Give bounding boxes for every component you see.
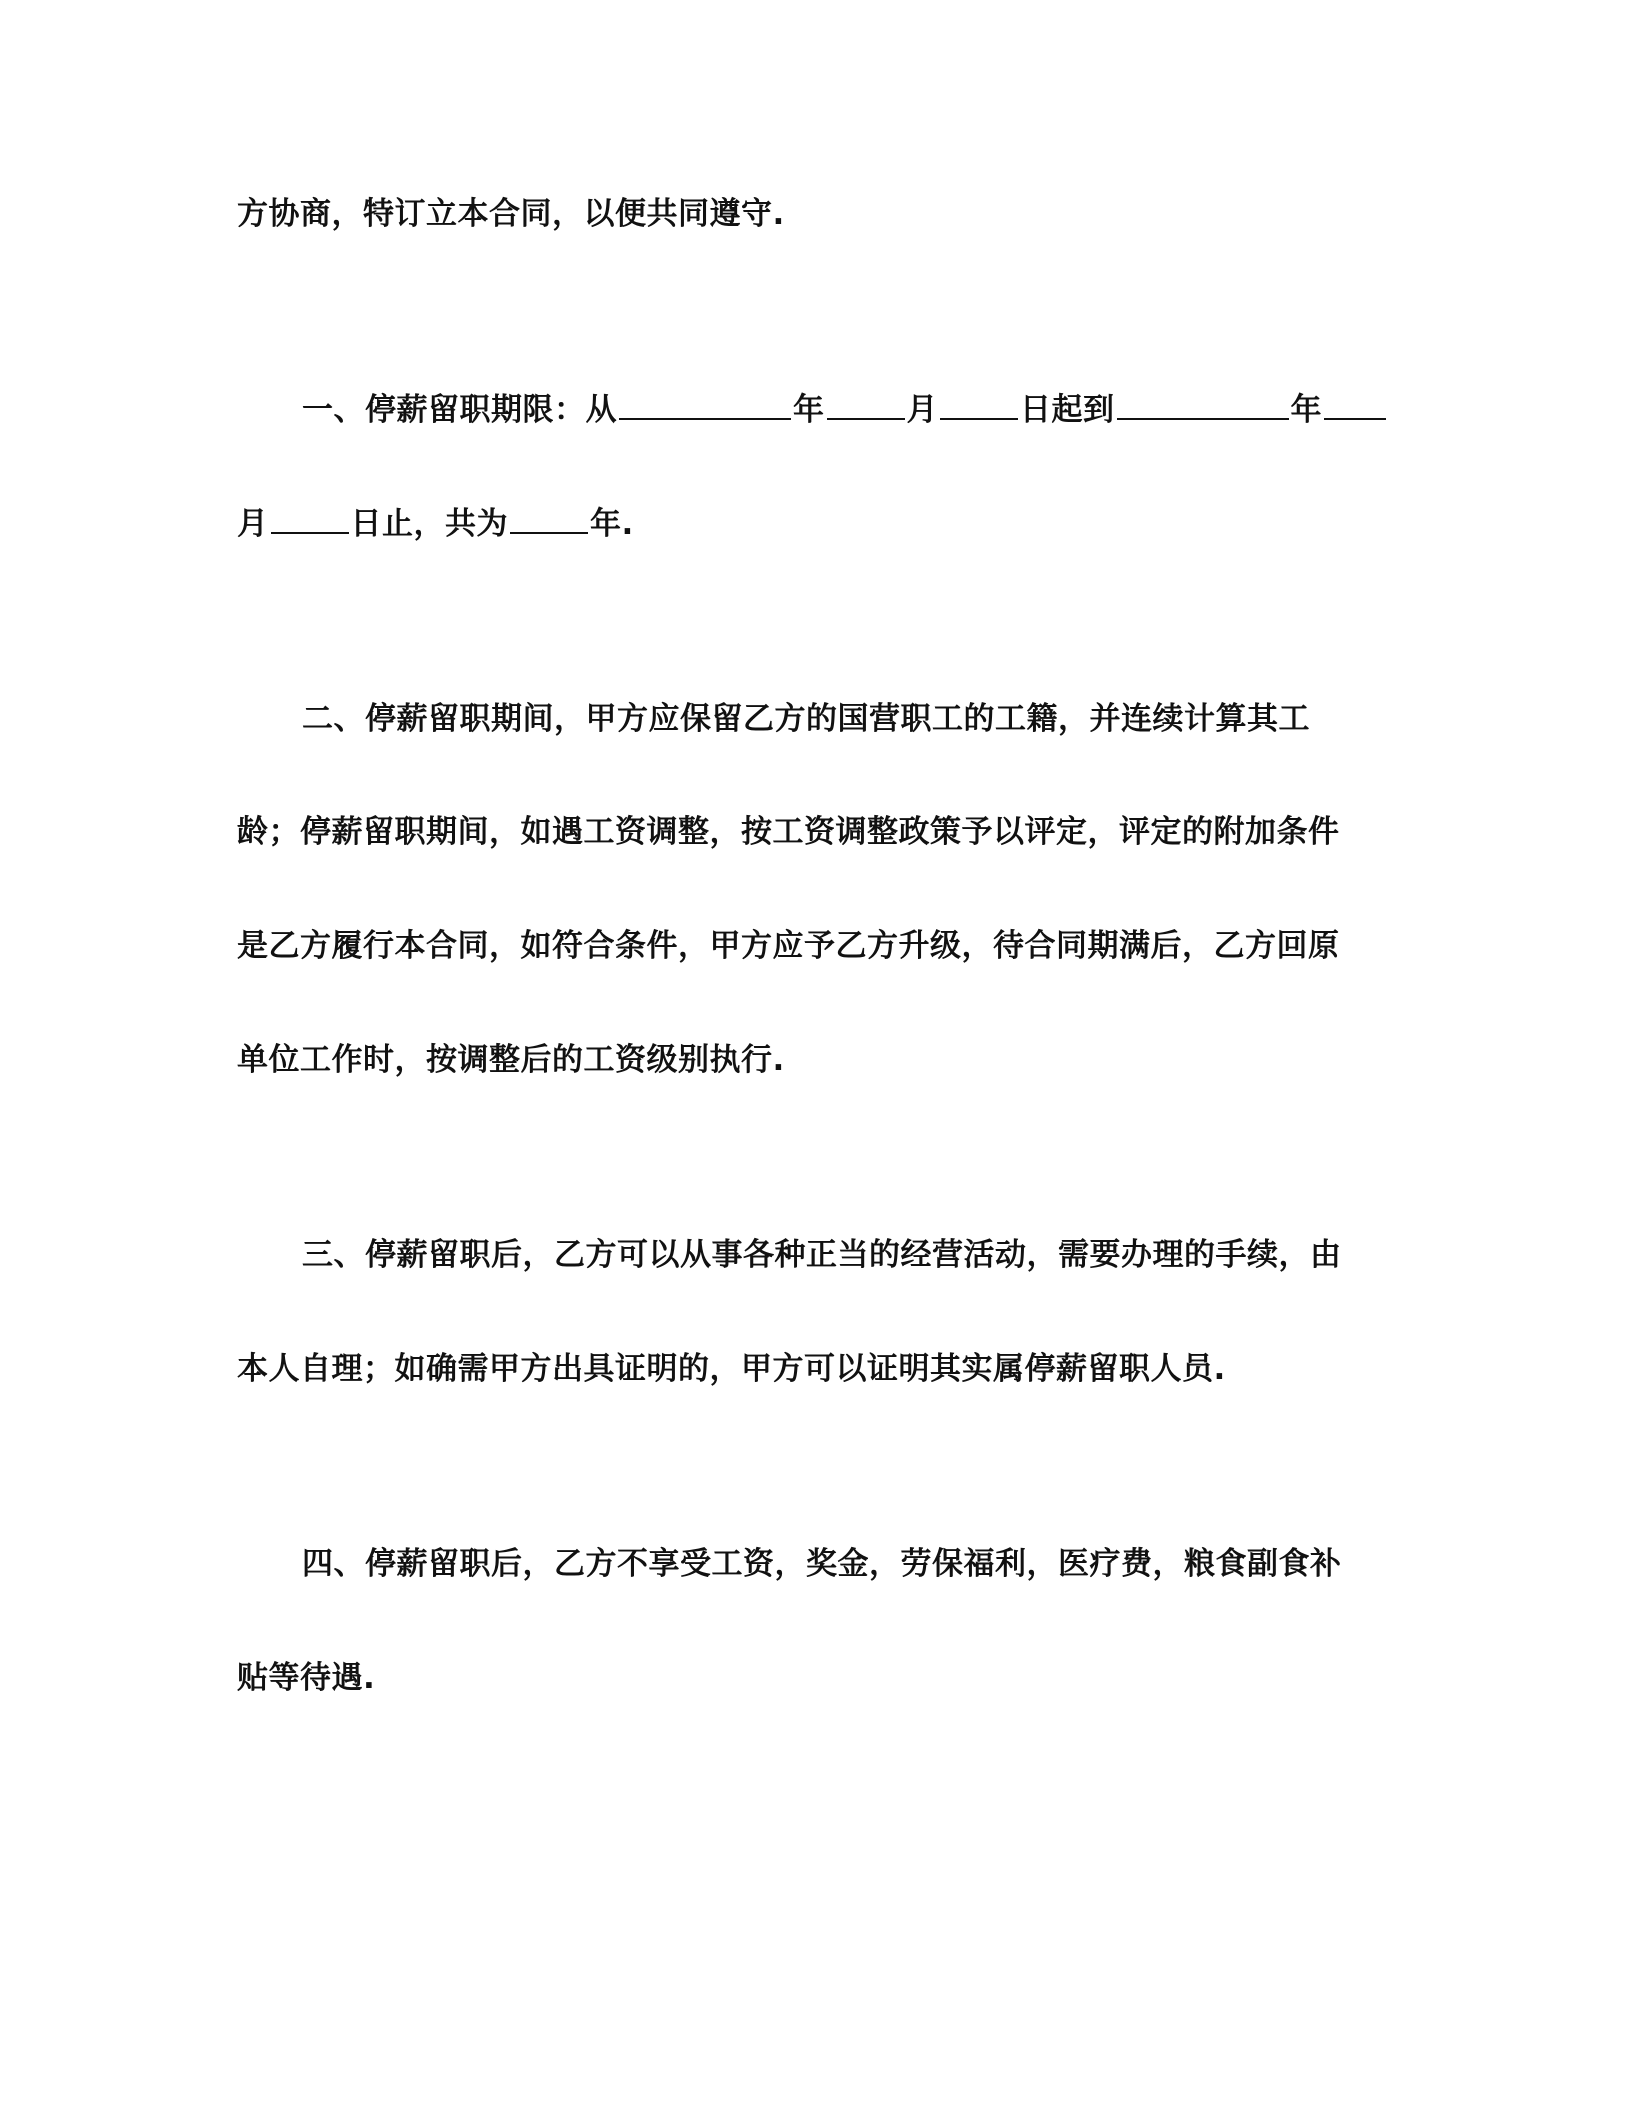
clause-3-line-2: 本人自理；如确需甲方出具证明的，甲方可以证明其实属停薪留职人员.: [237, 1351, 1226, 1387]
clause-4-line-2: 贴等待遇.: [237, 1660, 376, 1696]
clause-1-prefix: 一、停薪留职期限：从: [302, 392, 617, 428]
start-year-blank: [619, 388, 791, 420]
end-year-blank: [1117, 388, 1289, 420]
clause-1-line-2: [237, 502, 1387, 546]
clause-2-line-4: 单位工作时，按调整后的工资级别执行.: [237, 1042, 785, 1078]
clause-1-line-1: [302, 388, 1452, 432]
total-years-label: 年.: [590, 506, 634, 542]
clause-4-line-1: 四、停薪留职后，乙方不享受工资，奖金，劳保福利，医疗费，粮食副食补: [302, 1546, 1342, 1582]
end-month-blank-part: [1324, 388, 1386, 420]
intro-tail-line: 方协商，特订立本合同，以便共同遵守.: [237, 196, 785, 232]
start-month-label: 月: [906, 392, 938, 428]
clause-2-line-2: 龄；停薪留职期间，如遇工资调整，按工资调整政策予以评定，评定的附加条件: [237, 814, 1340, 850]
end-day-blank: [271, 502, 349, 534]
end-year-label: 年: [1290, 392, 1322, 428]
clause-3-line-1: 三、停薪留职后，乙方可以从事各种正当的经营活动，需要办理的手续，由: [302, 1237, 1342, 1273]
clause-2-line-1: 二、停薪留职期间，甲方应保留乙方的国营职工的工籍，并连续计算其工: [302, 701, 1310, 737]
start-day-label: 日起到: [1020, 392, 1115, 428]
start-day-blank: [940, 388, 1018, 420]
end-day-label: 日止，共为: [350, 506, 508, 542]
start-year-label: 年: [793, 392, 825, 428]
start-month-blank: [827, 388, 905, 420]
end-month-label: 月: [237, 506, 269, 542]
clause-2-line-3: 是乙方履行本合同，如符合条件，甲方应予乙方升级，待合同期满后，乙方回原: [237, 928, 1340, 964]
total-years-blank: [510, 502, 588, 534]
